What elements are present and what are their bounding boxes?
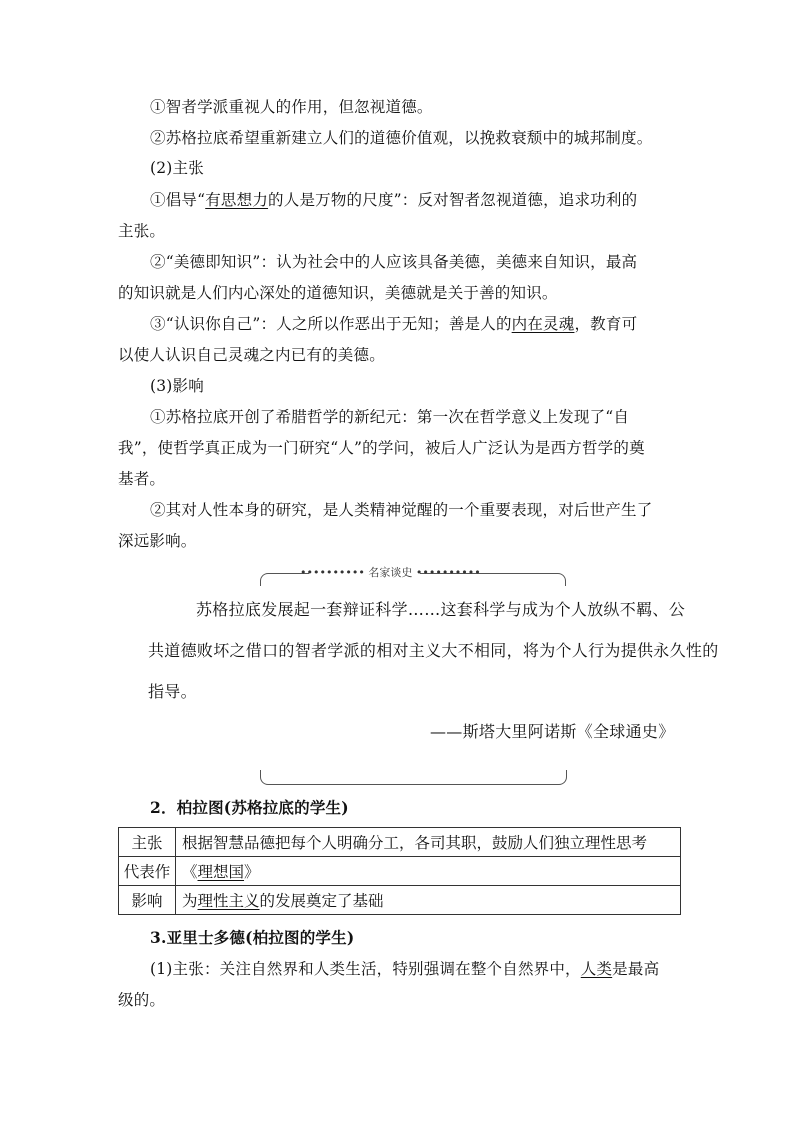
claim-3-line-2: 以使人认识自己灵魂之内已有的美德。: [118, 346, 385, 364]
plato-work-underlined: 理想国: [197, 863, 245, 881]
claim-1-pre: ①倡导“: [150, 191, 206, 209]
aristotle-claim-line-2: 级的。: [118, 991, 166, 1009]
plato-claim-value: 根据智慧品德把每个人明确分工，各司其职，鼓励人们独立理性思考: [176, 828, 681, 857]
background-point-2: ②苏格拉底希望重新建立人们的道德价值观，以挽救衰颓中的城邦制度。: [150, 129, 653, 147]
aristotle-heading: 3.亚里士多德(柏拉图的学生): [150, 928, 355, 947]
quote-source: ——斯塔大里阿诺斯《全球通史》: [430, 722, 675, 741]
plato-work-value: [176, 857, 681, 886]
plato-work-key: 代表作: [119, 857, 176, 886]
table-row: [119, 886, 681, 915]
claim-3: [150, 314, 637, 334]
plato-heading: 2．柏拉图(苏格拉底的学生): [150, 798, 349, 817]
claim-3-underlined: 内在灵魂: [511, 315, 575, 333]
claim-2-line-1: ②“美德即知识”：认为社会中的人应该具备美德，美德来自知识，最高: [150, 253, 638, 271]
table-row: [119, 828, 681, 857]
influence-1-line-3: 基者。: [118, 470, 166, 488]
plato-table: [118, 827, 681, 915]
aristotle-claim-pre: (1)主张：关注自然界和人类生活，特别强调在整个自然界中，: [150, 960, 581, 978]
plato-claim-key: 主张: [119, 828, 176, 857]
influence-heading: (3)影响: [150, 377, 204, 395]
influence-1-line-1: ①苏格拉底开创了希腊哲学的新纪元：第一次在哲学意义上发现了“自: [150, 408, 630, 426]
quote-line-1: 苏格拉底发展起一套辩证科学……这套科学与成为个人放纵不羁、公: [196, 600, 686, 619]
quote-box-frame-bottom: [260, 770, 567, 785]
aristotle-claim: [150, 959, 659, 979]
claim-3-pre: ③“认识你自己”：人之所以作恶出于无知；善是人的: [150, 315, 512, 333]
aristotle-claim-post: 是最高: [612, 960, 660, 978]
aristotle-claim-underlined: 人类: [580, 960, 613, 978]
plato-work-post: 》: [244, 863, 260, 881]
claim-2-line-2: 的知识就是人们内心深处的道德知识，美德就是关于善的知识。: [118, 284, 558, 302]
claims-heading: (2)主张: [150, 159, 204, 177]
claim-1: [150, 190, 637, 210]
plato-work-pre: 《: [182, 863, 198, 881]
claim-1-cont: 主张。: [118, 222, 166, 240]
plato-influence-underlined: 理性主义: [197, 892, 260, 910]
quote-box-title: •••••••••• 名家谈史 ••••••••••: [300, 566, 481, 579]
quote-line-2: 共道德败坏之借口的智者学派的相对主义大不相同，将为个人行为提供永久性的: [148, 641, 719, 660]
claim-3-post: ，教育可: [574, 315, 638, 333]
influence-2-line-2: 深远影响。: [118, 532, 197, 550]
plato-influence-post: 的发展奠定了基础: [259, 892, 384, 910]
plato-influence-value: [176, 886, 681, 915]
quote-line-3: 指导。: [148, 682, 197, 701]
claim-1-post: 的人是万物的尺度”：反对智者忽视道德，追求功利的: [268, 191, 638, 209]
table-row: [119, 857, 681, 886]
influence-1-line-2: 我”，使哲学真正成为一门研究“人”的学问，被后人广泛认为是西方哲学的奠: [118, 439, 645, 457]
plato-influence-key: 影响: [119, 886, 176, 915]
plato-influence-pre: 为: [182, 892, 198, 910]
background-point-1: ①智者学派重视人的作用，但忽视道德。: [150, 98, 433, 116]
claim-1-underlined: 有思想力: [205, 191, 269, 209]
influence-2-line-1: ②其对人性本身的研究，是人类精神觉醒的一个重要表现，对后世产生了: [150, 501, 653, 519]
